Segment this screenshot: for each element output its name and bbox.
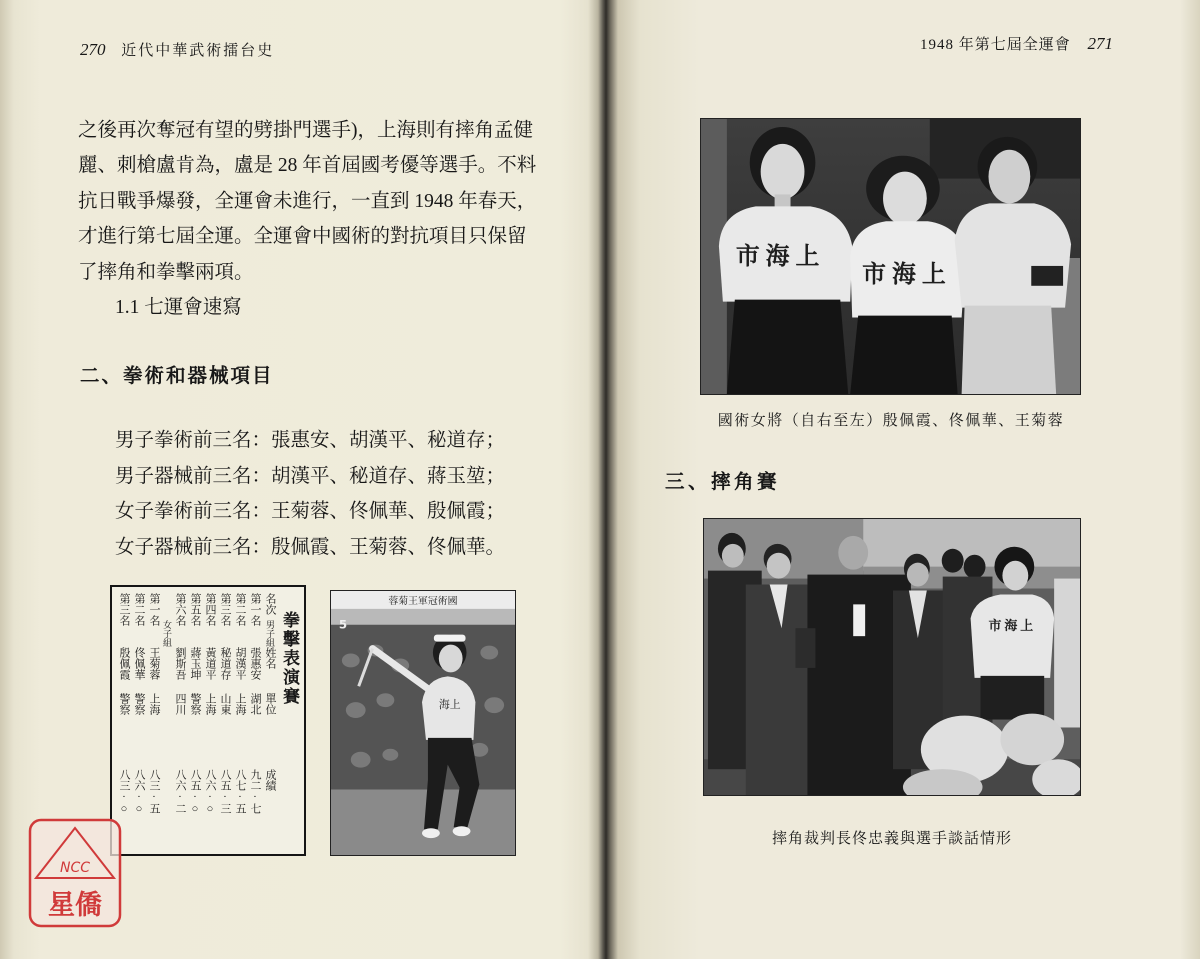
table-cell-rank: 第六名: [174, 593, 186, 626]
paragraph-line: 麗、刺槍盧肯為，盧是 28 年首屆國考優等選手。不料: [78, 155, 537, 177]
table-cell-name: 劉斯吾: [174, 647, 186, 680]
table-column-women-2: [131, 587, 146, 854]
table-cell-rank: 第四名: [204, 593, 216, 626]
table-header-name: 姓名: [264, 647, 276, 669]
section-heading-two: 二、拳術和器械項目: [80, 366, 274, 387]
table-cell-score: 八七·五: [234, 769, 246, 814]
ncc-watermark-logo: [28, 818, 122, 928]
table-cell-name: 佟佩華: [133, 647, 145, 680]
table-column-men-2: [232, 587, 247, 854]
photo-referee: [703, 518, 1081, 796]
table-men-group-label: 男子組: [265, 620, 275, 647]
result-line: 女子拳術前三名：王菊蓉、佟佩華、殷佩霞；: [115, 501, 506, 523]
girl-shirt-text: 上海: [438, 698, 461, 712]
table-women-group-label: 女子組: [162, 620, 172, 647]
table-cell-unit: 警察: [133, 693, 145, 715]
table-header-rank: 名次: [264, 593, 276, 615]
table-women-label-column: [161, 587, 172, 854]
paragraph-line: 了摔角和拳擊兩項。: [78, 261, 254, 283]
table-cell-unit: 上海: [234, 693, 246, 715]
photo-champion: [330, 590, 516, 856]
table-cell-rank: 第二名: [234, 593, 246, 626]
table-cell-name: 秘道存: [219, 647, 231, 680]
left-page-number: 270: [80, 40, 106, 59]
table-header-score: 成績: [264, 769, 276, 791]
table-cell-rank: 第一名: [249, 593, 261, 626]
table-cell-score: 八六·○: [204, 769, 216, 815]
table-cell-unit: 警察: [189, 693, 201, 715]
table-header-column: [262, 587, 277, 854]
table-cell-name: 蔣玉坤: [189, 647, 201, 680]
table-cell-name: 張惠安: [249, 647, 261, 680]
figure-far-right: [1054, 579, 1080, 728]
table-cell-name: 王菊蓉: [148, 647, 160, 680]
shirt-text-left: 上海市: [735, 241, 826, 270]
table-cell-score: 八六·○: [133, 769, 145, 815]
table-cell-unit: 山東: [219, 693, 231, 715]
table-column-women-1: [146, 587, 161, 854]
table-cell-unit: 四川: [174, 693, 186, 715]
table-cell-unit: 上海: [204, 693, 216, 715]
paragraph-line: 抗日戰爭爆發，全運會未進行，一直到 1948 年春天，: [78, 190, 537, 212]
table-cell-score: 九二·七: [249, 769, 261, 814]
right-page-number: 271: [1087, 34, 1114, 53]
table-cell-unit: 上海: [148, 693, 160, 715]
photo-referee-image: [704, 519, 1080, 795]
table-cell-score: 八五·三: [219, 769, 231, 814]
logo-stamp: [28, 818, 122, 928]
table-cell-name: 殷佩霞: [118, 647, 130, 680]
chapter-title: 1948 年第七屆全運會: [920, 37, 1071, 53]
photo-champion-caption: 國術冠軍王菊蓉: [388, 595, 458, 607]
logo-ncc-text: NCC: [59, 860, 91, 876]
table-cell-rank: 第三名: [219, 593, 231, 626]
table-cell-unit: 警察: [118, 693, 130, 715]
table-cell-unit: 湖北: [249, 693, 261, 715]
table-cell-rank: 第五名: [189, 593, 201, 626]
photo-number: 5: [338, 617, 348, 632]
book-title: 近代中華武術擂台史: [121, 43, 275, 59]
athlete-shirt-text: 上海市: [988, 619, 1037, 635]
name-tag: [853, 604, 865, 636]
table-column-men-3: [217, 587, 232, 854]
result-line: 女子器械前三名：殷佩霞、王菊蓉、佟佩華。: [115, 536, 506, 558]
photo-referee-caption: 摔角裁判長佟忠義與選手談話情形: [771, 831, 1012, 847]
table-cell-rank: 第二名: [133, 593, 145, 626]
logo-name-text: 星僑: [48, 890, 102, 921]
subsection-title: 1.1 七運會速寫: [115, 297, 242, 319]
paragraph: [78, 113, 536, 325]
paragraph-line: 才進行第七屆全運。全運會中國術的對抗項目只保留: [78, 226, 527, 248]
paragraph-line: 之後再次奪冠有望的劈掛門選手)，上海則有摔角孟健: [78, 120, 533, 141]
right-page-header: [920, 34, 1113, 55]
result-line: 男子器械前三名：胡漢平、秘道存、蔣玉堃；: [115, 465, 506, 487]
table-column-men-6: [172, 587, 187, 854]
results-list: [115, 423, 505, 565]
section-heading-three: 三、摔角賽: [665, 472, 781, 493]
table-cell-name: 黃道平: [204, 647, 216, 680]
shirt-text-middle: 上海市: [862, 259, 952, 288]
table-column-men-4: [202, 587, 217, 854]
left-page-header: [80, 40, 274, 61]
photo-three-women-caption: 國術女將（自右至左）殷佩霞、佟佩華、王菊蓉: [717, 413, 1065, 429]
results-table-figure: [110, 585, 306, 856]
table-cell-score: 八三·○: [118, 769, 130, 815]
photo-champion-image: [331, 591, 515, 855]
ground: [331, 789, 515, 855]
table-cell-name: 胡漢平: [234, 647, 246, 680]
table-cell-rank: 第一名: [148, 593, 160, 626]
photo-three-women: [700, 118, 1081, 395]
table-cell-score: 八五·○: [189, 769, 201, 815]
table-cell-score: 八三·五: [148, 769, 160, 814]
table-column-men-5: [187, 587, 202, 854]
table-column-women-3: [116, 587, 131, 854]
table-title-column: [277, 587, 301, 854]
table-cell-rank: 第三名: [118, 593, 130, 626]
table-column-men-1: [247, 587, 262, 854]
table-title: 拳擊表演賽: [280, 611, 299, 706]
table-cell-score: 八六·二: [174, 769, 186, 814]
table-header-unit: 單位: [264, 693, 276, 715]
result-line: 男子拳術前三名：張惠安、胡漢平、秘道存；: [115, 430, 506, 451]
photo-three-women-image: [701, 119, 1080, 394]
